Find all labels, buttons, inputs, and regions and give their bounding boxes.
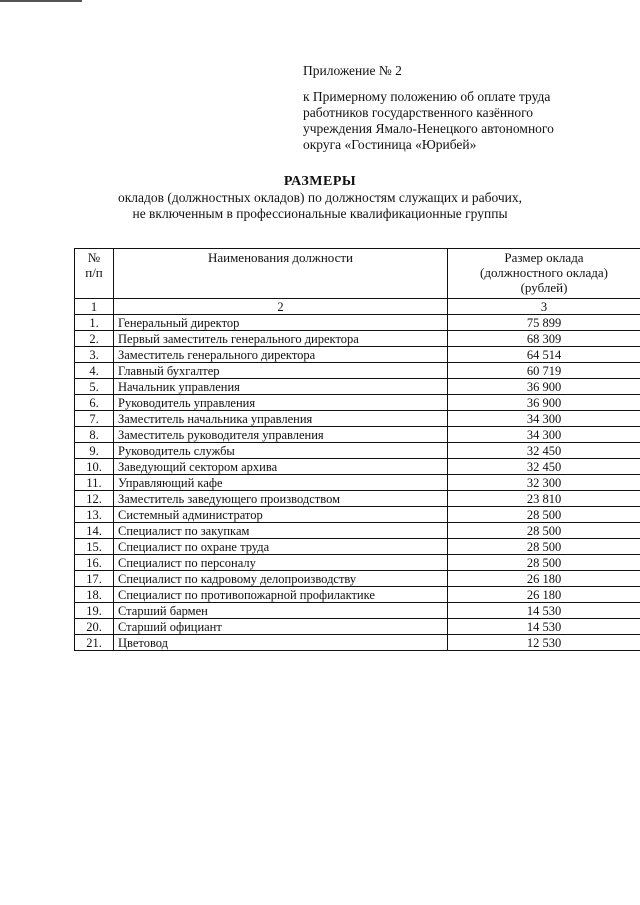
column-index: 3: [448, 299, 640, 315]
row-position-name: Специалист по противопожарной профилактике: [114, 587, 448, 603]
annex-line: учреждения Ямало-Ненецкого автономного: [303, 121, 554, 136]
table-row: [75, 459, 640, 475]
table-row: [75, 331, 640, 347]
row-position-name: Заместитель начальника управления: [114, 411, 448, 427]
row-salary: 26 180: [448, 571, 640, 587]
header-salary-line: (рублей): [520, 280, 568, 295]
row-number: 15.: [75, 539, 114, 555]
header-salary-line: Размер оклада: [504, 250, 584, 265]
row-position-name: Специалист по охране труда: [114, 539, 448, 555]
row-number: 19.: [75, 603, 114, 619]
document-subtitle-line: не включенным в профессиональные квалификационные группы: [132, 206, 508, 221]
salary-table-body: [75, 299, 640, 651]
document-subtitle-line: окладов (должностных окладов) по должностям служащих и рабочих,: [117, 190, 523, 205]
table-row: [75, 379, 640, 395]
row-salary: 34 300: [448, 411, 640, 427]
row-number: 16.: [75, 555, 114, 571]
column-index: 2: [114, 299, 448, 315]
row-number: 20.: [75, 619, 114, 635]
row-salary: 28 500: [448, 539, 640, 555]
row-salary: 75 899: [448, 315, 640, 331]
table-row: [75, 555, 640, 571]
row-number: 17.: [75, 571, 114, 587]
column-index: 1: [75, 299, 114, 315]
row-number: 4.: [75, 363, 114, 379]
annex-line: к Примерному положению об оплате труда: [303, 89, 551, 104]
table-row: [75, 635, 640, 651]
table-row: [75, 603, 640, 619]
row-salary: 64 514: [448, 347, 640, 363]
row-position-name: Заместитель генерального директора: [114, 347, 448, 363]
document-heading: [0, 174, 640, 222]
row-number: 7.: [75, 411, 114, 427]
table-row: [75, 571, 640, 587]
header-number: [75, 249, 114, 299]
row-position-name: Руководитель службы: [114, 443, 448, 459]
row-salary: 14 530: [448, 619, 640, 635]
annex-line: работников государственного казённого: [303, 105, 534, 120]
row-position-name: Заместитель заведующего производством: [114, 491, 448, 507]
row-position-name: Специалист по персоналу: [114, 555, 448, 571]
row-salary: 12 530: [448, 635, 640, 651]
row-position-name: Начальник управления: [114, 379, 448, 395]
header-number-line: №: [87, 250, 101, 265]
row-position-name: Специалист по закупкам: [114, 523, 448, 539]
row-number: 6.: [75, 395, 114, 411]
table-row: [75, 491, 640, 507]
row-position-name: Старший официант: [114, 619, 448, 635]
row-position-name: Главный бухгалтер: [114, 363, 448, 379]
row-salary: 14 530: [448, 603, 640, 619]
row-number: 18.: [75, 587, 114, 603]
row-salary: 34 300: [448, 427, 640, 443]
annex-line: округа «Гостиница «Юрибей»: [303, 137, 477, 152]
row-number: 1.: [75, 315, 114, 331]
row-number: 11.: [75, 475, 114, 491]
table-row: [75, 427, 640, 443]
row-salary: 68 309: [448, 331, 640, 347]
header-salary-line: (должностного оклада): [480, 265, 608, 280]
header-number-line: п/п: [85, 265, 103, 280]
table-row: [75, 587, 640, 603]
row-number: 10.: [75, 459, 114, 475]
row-salary: 23 810: [448, 491, 640, 507]
row-position-name: Управляющий кафе: [114, 475, 448, 491]
salary-table: [74, 248, 640, 651]
row-salary: 26 180: [448, 587, 640, 603]
row-salary: 28 500: [448, 555, 640, 571]
row-position-name: Заместитель руководителя управления: [114, 427, 448, 443]
row-number: 2.: [75, 331, 114, 347]
row-position-name: Руководитель управления: [114, 395, 448, 411]
row-position-name: Старший бармен: [114, 603, 448, 619]
row-salary: 32 300: [448, 475, 640, 491]
annex-note: [303, 63, 603, 153]
table-row: [75, 523, 640, 539]
row-position-name: Генеральный директор: [114, 315, 448, 331]
column-index-row: [75, 299, 640, 315]
document-title: РАЗМЕРЫ: [283, 174, 357, 189]
row-position-name: Системный администратор: [114, 507, 448, 523]
table-row: [75, 347, 640, 363]
header-salary: [448, 249, 640, 299]
row-salary: 28 500: [448, 507, 640, 523]
row-salary: 32 450: [448, 459, 640, 475]
row-salary: 32 450: [448, 443, 640, 459]
row-position-name: Цветовод: [114, 635, 448, 651]
table-row: [75, 619, 640, 635]
table-row: [75, 315, 640, 331]
row-position-name: Заведующий сектором архива: [114, 459, 448, 475]
table-row: [75, 475, 640, 491]
row-position-name: Специалист по кадровому делопроизводству: [114, 571, 448, 587]
row-salary: 36 900: [448, 379, 640, 395]
row-salary: 60 719: [448, 363, 640, 379]
annex-number: Приложение № 2: [303, 63, 402, 78]
table-row: [75, 443, 640, 459]
row-number: 9.: [75, 443, 114, 459]
row-position-name: Первый заместитель генерального директора: [114, 331, 448, 347]
table-row: [75, 395, 640, 411]
row-number: 3.: [75, 347, 114, 363]
table-row: [75, 539, 640, 555]
row-salary: 28 500: [448, 523, 640, 539]
table-row: [75, 411, 640, 427]
table-row: [75, 507, 640, 523]
table-header-row: [75, 249, 640, 299]
row-number: 14.: [75, 523, 114, 539]
row-salary: 36 900: [448, 395, 640, 411]
scan-corner-mark: [0, 0, 82, 2]
row-number: 8.: [75, 427, 114, 443]
row-number: 21.: [75, 635, 114, 651]
row-number: 13.: [75, 507, 114, 523]
table-row: [75, 363, 640, 379]
row-number: 5.: [75, 379, 114, 395]
header-position-name: Наименования должности: [114, 249, 448, 299]
row-number: 12.: [75, 491, 114, 507]
